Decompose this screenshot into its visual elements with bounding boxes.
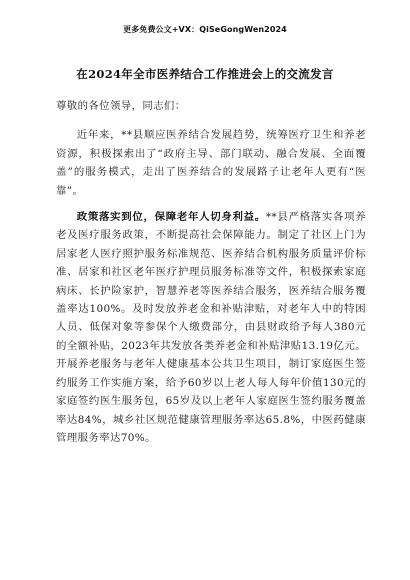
paragraph-intro-text: 近年来，**县顺应医养结合发展趋势，统筹医疗卫生和养老资源，积极探索出了“政府主导、部门联动、融合发展、全面覆盖”的服务模式，走出了医养结合的发展路子让老年人更有“医靠”。 xyxy=(56,129,366,197)
paragraph-policy xyxy=(56,208,366,447)
paragraph-intro xyxy=(56,126,366,200)
paragraph-policy-heading: 政策落实到位，保障老年人切身利益。 xyxy=(76,211,266,224)
document-title: 在2024年全市医养结合工作推进会上的交流发言 xyxy=(76,67,334,81)
paragraph-policy-text: **县严格落实各项养老及医疗服务政策，不断提高社会保障能力。制定了社区上门为居家老人医疗照护服务标准规范、医养结合机构服务质量评价标准、居家和社区老年医疗护理员服务标准等文件，积极探索家庭病床、长护险家护，智慧养老等医养结合服务，医养结合服务覆盖率达100%。及时发放养老金和补贴津贴，对老年人中的特困人员、低保对象等参保个人缴费部分，由县财政给予每人380元的全额补贴，2023年共发放各类养老金和补贴津贴13.19亿元。开展养老服务与老年人健康基本公共卫生项目，制订家庭医生签约服务工作实施方案，给予60岁以上老人每人每年价值130元的家庭签约医生服务包，65岁及以上老年人家庭医生签约服务覆盖率达84%，城乡社区规范健康管理服务率达65.8%，中医药健康管理服务率达70%。 xyxy=(56,211,366,444)
header-note: 更多免费公文+VX：QiSeGongWen2024 xyxy=(123,25,287,34)
document-body xyxy=(56,97,366,447)
greeting: 尊敬的各位领导，同志们： xyxy=(56,100,186,112)
